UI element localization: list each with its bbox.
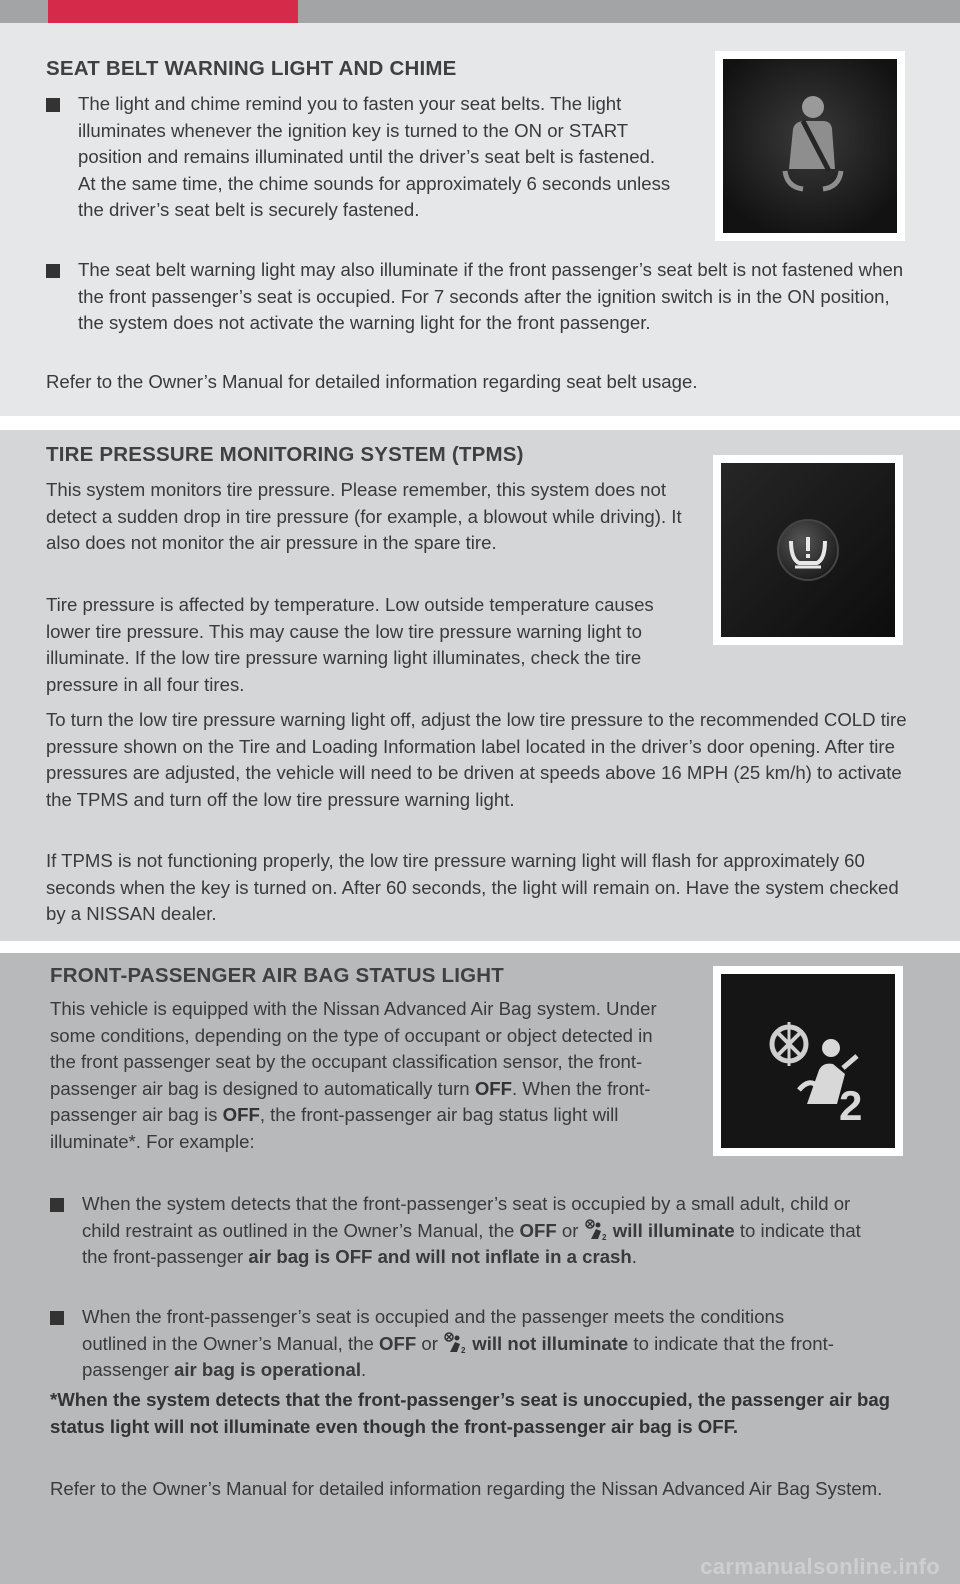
seat-belt-section xyxy=(0,23,960,416)
seat-belt-heading: SEAT BELT WARNING LIGHT AND CHIME xyxy=(46,57,457,80)
will-illuminate-text: will illuminate xyxy=(612,1219,735,1241)
bullet-text xyxy=(82,1304,852,1384)
bullet-square-icon xyxy=(50,1198,64,1212)
airbag-intro-text: . When the front-passenger air bag is xyxy=(50,1077,651,1126)
airbag-section xyxy=(0,953,960,1584)
will-not-illuminate-text: will not illuminate xyxy=(472,1332,629,1354)
passenger-airbag-off-inline-icon xyxy=(443,1332,467,1354)
bullet-text-part: . xyxy=(361,1359,367,1381)
seat-belt-warning-icon xyxy=(723,59,897,233)
bullet-square-icon xyxy=(50,1311,64,1325)
airbag-intro-text: , the front-passenger air bag status light will illuminate*. For example: xyxy=(50,1104,619,1152)
airbag-refer: Refer to the Owner’s Manual for detailed information regarding the Nissan Advanced Air Bag System. xyxy=(50,1478,883,1499)
airbag-intro xyxy=(50,996,660,1156)
bullet-text-part: to indicate that the front-passenger xyxy=(82,1219,861,1268)
tpms-paragraph-1: This system monitors tire pressure. Please remember, this system does not detect a sudden drop in tire pressure (for example, a blowout while driving). It also does not monitor the air pressure in the spare tire. xyxy=(46,479,682,554)
bullet-square-icon xyxy=(46,98,60,112)
tpms-photo xyxy=(713,455,903,645)
svg-text:2: 2 xyxy=(839,1082,863,1129)
top-bar xyxy=(0,0,960,23)
svg-text:2: 2 xyxy=(461,1345,466,1354)
bullet-text-part: When the system detects that the front-passenger’s seat is occupied by a small adult, child or child restraint as outlined in the Owner’s Manual, the xyxy=(82,1193,851,1241)
airbag-intro-text: This vehicle is equipped with the Nissan Advanced Air Bag system. Under some conditions, depending on the type of occupant or object detected in the front passenger seat by the occupant classification sensor, the front-passenger air bag is designed to automatically turn xyxy=(50,998,657,1099)
tpms-paragraph-3: To turn the low tire pressure warning light off, adjust the low tire pressure to the recommended COLD tire pressure shown on the Tire and Loading Information label located in the driver’s door opening. After tire pressures are adjusted, the vehicle will need to be driven at speeds above 16 MPH (25 km/h) to activate the TPMS and turn off the low tire pressure warning light. xyxy=(46,709,907,810)
airbag-off-no-inflate-text: air bag is OFF and will not inflate in a crash xyxy=(248,1246,632,1268)
airbag-heading: FRONT-PASSENGER AIR BAG STATUS LIGHT xyxy=(50,964,505,987)
passenger-airbag-off-inline-icon xyxy=(584,1219,608,1241)
off-text: OFF xyxy=(474,1077,512,1099)
tire-pressure-warning-icon xyxy=(721,463,895,637)
bullet-text: The seat belt warning light may also illuminate if the front passenger’s seat belt is not fastened when the front passenger’s seat is occupied. For 7 seconds after the ignition switch is in the ON position, the system does not activate the warning light for the front passenger. xyxy=(78,259,904,334)
bullet-text: The light and chime remind you to fasten your seat belts. The light illuminates whenever the ignition key is turned to the ON or START position and remains illuminated until the driver’s seat belt is fastened. At the same time, the chime sounds for approximately 6 seconds unless the driver’s seat belt is securely fastened. xyxy=(78,93,671,221)
tpms-paragraph-2: Tire pressure is affected by temperature. Low outside temperature causes lower tire pressure. This may cause the low tire pressure warning light to illuminate. If the low tire pressure warning light illuminates, check the tire pressure in all four tires. xyxy=(46,594,654,695)
seat-belt-photo xyxy=(715,51,905,241)
bullet-text-part: to indicate that the front-passenger xyxy=(82,1332,834,1381)
bullet-square-icon xyxy=(46,264,60,278)
airbag-photo xyxy=(713,966,903,1156)
or-text: or xyxy=(561,1219,579,1241)
passenger-airbag-off-icon xyxy=(721,974,895,1148)
off-text: OFF xyxy=(519,1219,557,1241)
watermark: carmanualsonline.info xyxy=(700,1554,940,1579)
seat-belt-refer: Refer to the Owner’s Manual for detailed information regarding seat belt usage. xyxy=(46,371,698,392)
bullet-text xyxy=(82,1191,888,1271)
tpms-paragraph-4: If TPMS is not functioning properly, the low tire pressure warning light will flash for approximately 60 seconds when the key is turned on. After 60 seconds, the light will remain on. Have the system checked by a NISSAN dealer. xyxy=(46,850,899,925)
top-bar-accent xyxy=(48,0,298,23)
tpms-section xyxy=(0,430,960,941)
airbag-operational-text: air bag is operational xyxy=(174,1359,362,1381)
off-text: OFF xyxy=(379,1332,417,1354)
bullet-text-part: When the front-passenger’s seat is occupied and the passenger meets the conditions outlined in the Owner’s Manual, the xyxy=(82,1306,785,1354)
airbag-note: *When the system detects that the front-passenger’s seat is unoccupied, the passenger air bag status light will not illuminate even though the front-passenger air bag is OFF. xyxy=(50,1389,891,1437)
off-text: OFF xyxy=(222,1104,260,1126)
bullet-text-part: . xyxy=(631,1246,637,1268)
svg-text:2: 2 xyxy=(601,1232,607,1241)
tpms-heading: TIRE PRESSURE MONITORING SYSTEM (TPMS) xyxy=(46,443,524,466)
or-text: or xyxy=(421,1332,438,1354)
